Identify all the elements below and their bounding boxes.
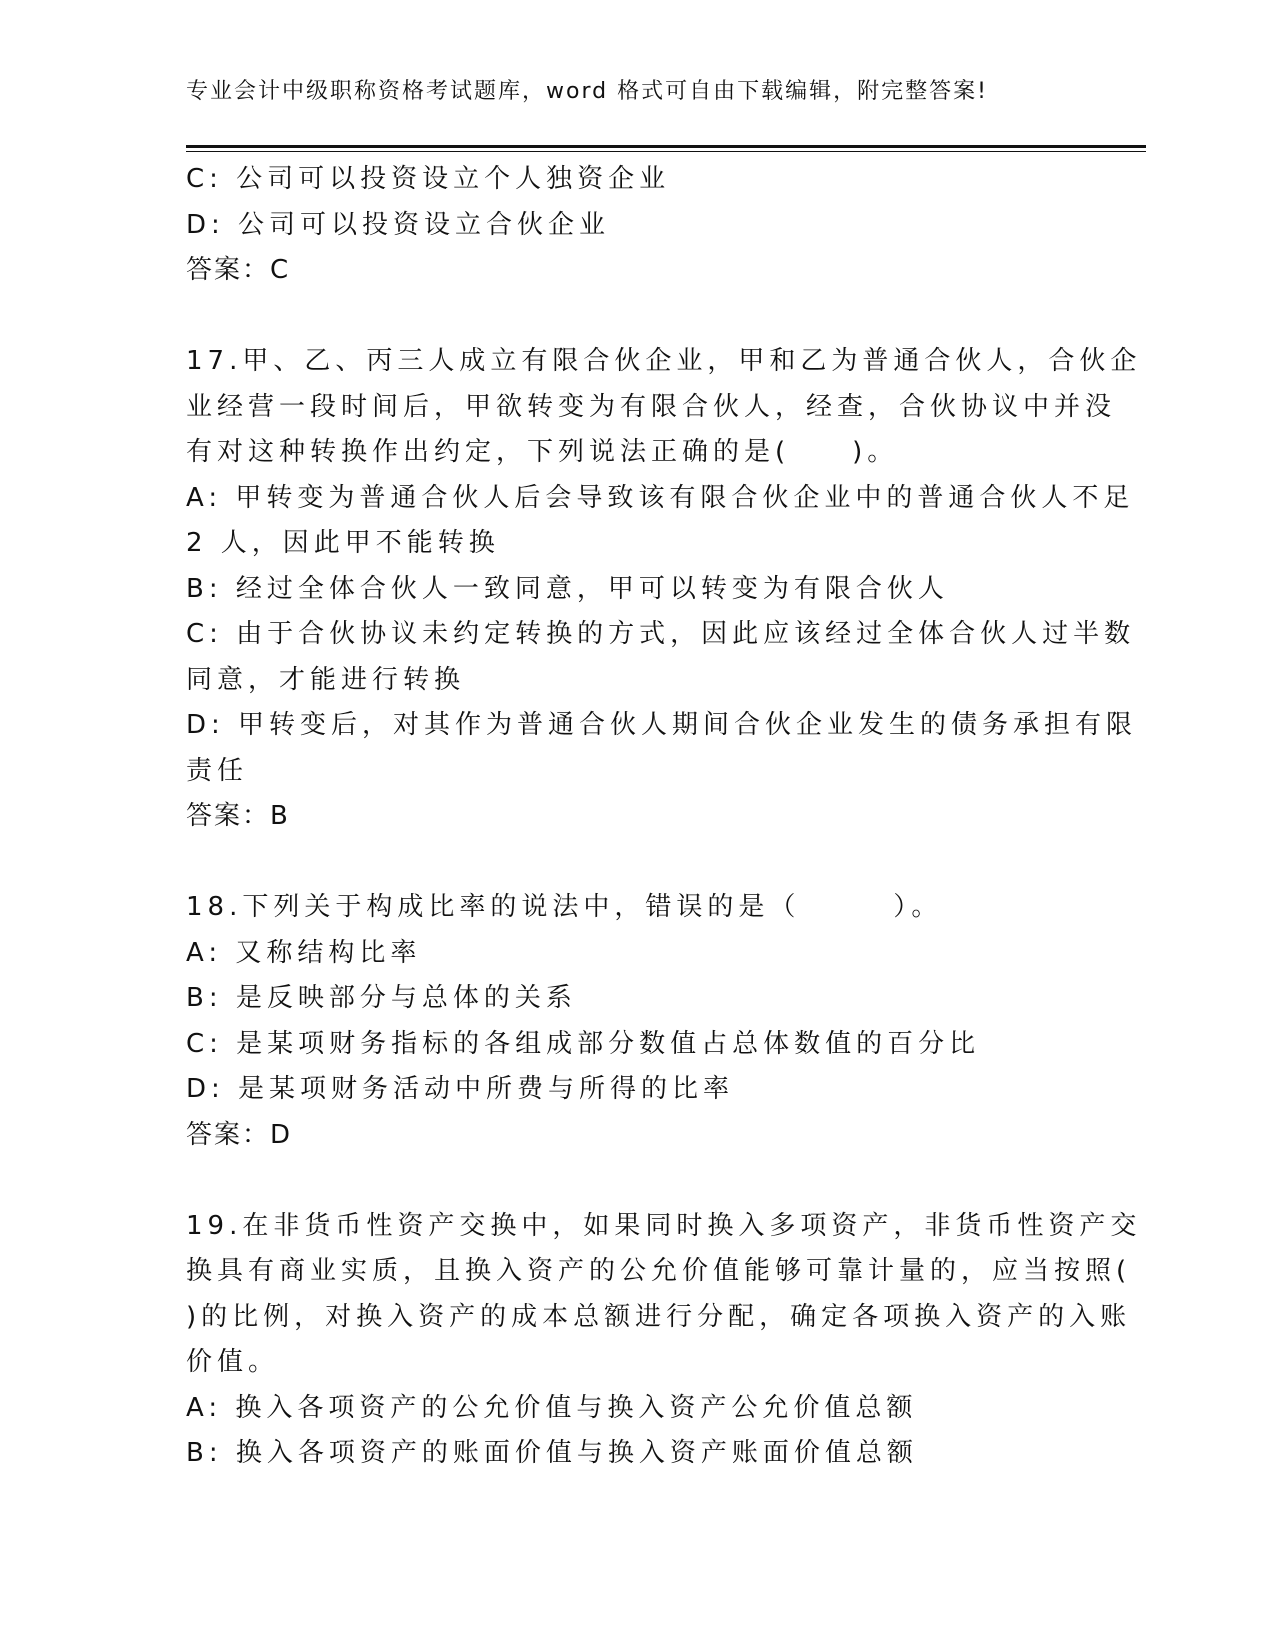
question-stem-line: 18.下列关于构成比率的说法中，错误的是（ ）。: [186, 892, 943, 922]
question-18: [186, 885, 1066, 1158]
question-16-tail: [186, 157, 1066, 294]
option-d: D: 公司可以投资设立合伙企业: [186, 209, 611, 240]
option-d: D: 是某项财务活动中所费与所得的比率: [186, 1074, 735, 1104]
option-b: B: 经过全体合伙人一致同意，甲可以转变为有限合伙人: [186, 573, 949, 604]
option-b: B: 是反映部分与总体的关系: [186, 983, 577, 1013]
question-stem-line: 17.甲、乙、丙三人成立有限合伙企业，甲和乙为普通合伙人，合伙企: [186, 346, 1142, 376]
answer-label: 答案：C: [186, 255, 291, 285]
option-a: A: 甲转变为普通合伙人后会导致该有限合伙企业中的普通合伙人不足: [186, 482, 1135, 513]
option-c: C: 是某项财务指标的各组成部分数值占总体数值的百分比: [186, 1028, 981, 1059]
question-stem-line: 价值。: [186, 1347, 280, 1377]
question-stem-line: 业经营一段时间后，甲欲转变为有限合伙人，经查，合伙协议中并没: [186, 391, 1117, 422]
option-c: C: 由于合伙协议未约定转换的方式，因此应该经过全体合伙人过半数: [186, 619, 1136, 649]
option-d: D: 甲转变后，对其作为普通合伙人期间合伙企业发生的债务承担有限: [186, 710, 1138, 740]
option-c-continued: 同意，才能进行转换: [186, 664, 466, 695]
option-d-continued: 责任: [186, 755, 249, 786]
option-a: A: 换入各项资产的公允价值与换入资产公允价值总额: [186, 1392, 918, 1423]
page-header: 专业会计中级职称资格考试题库，word 格式可自由下载编辑，附完整答案!: [186, 79, 988, 104]
question-content: [186, 157, 1142, 1477]
answer-label: 答案：D: [186, 1119, 293, 1150]
question-stem-line: 换具有商业实质，且换入资产的公允价值能够可靠计量的，应当按照(: [186, 1256, 1132, 1286]
question-stem-line: 有对这种转换作出约定，下列说法正确的是( )。: [186, 437, 899, 467]
spacer: [186, 840, 1066, 886]
option-c: C: 公司可以投资设立个人独资企业: [186, 164, 671, 194]
answer-label: 答案：B: [186, 801, 290, 831]
question-stem-line: )的比例，对换入资产的成本总额进行分配，确定各项换入资产的入账: [186, 1301, 1132, 1332]
header-divider-thin: [186, 151, 1146, 152]
question-17: [186, 339, 1142, 840]
question-stem-line: 19.在非货币性资产交换中，如果同时换入多项资产，非货币性资产交: [186, 1210, 1142, 1241]
option-a: A: 又称结构比率: [186, 937, 422, 968]
option-a-continued: 2 人，因此甲不能转换: [186, 528, 500, 558]
spacer: [186, 1158, 1066, 1204]
spacer: [186, 294, 1066, 340]
header-divider-thick: [186, 145, 1146, 148]
question-19: [186, 1204, 1142, 1477]
option-b: B: 换入各项资产的账面价值与换入资产账面价值总额: [186, 1438, 918, 1468]
